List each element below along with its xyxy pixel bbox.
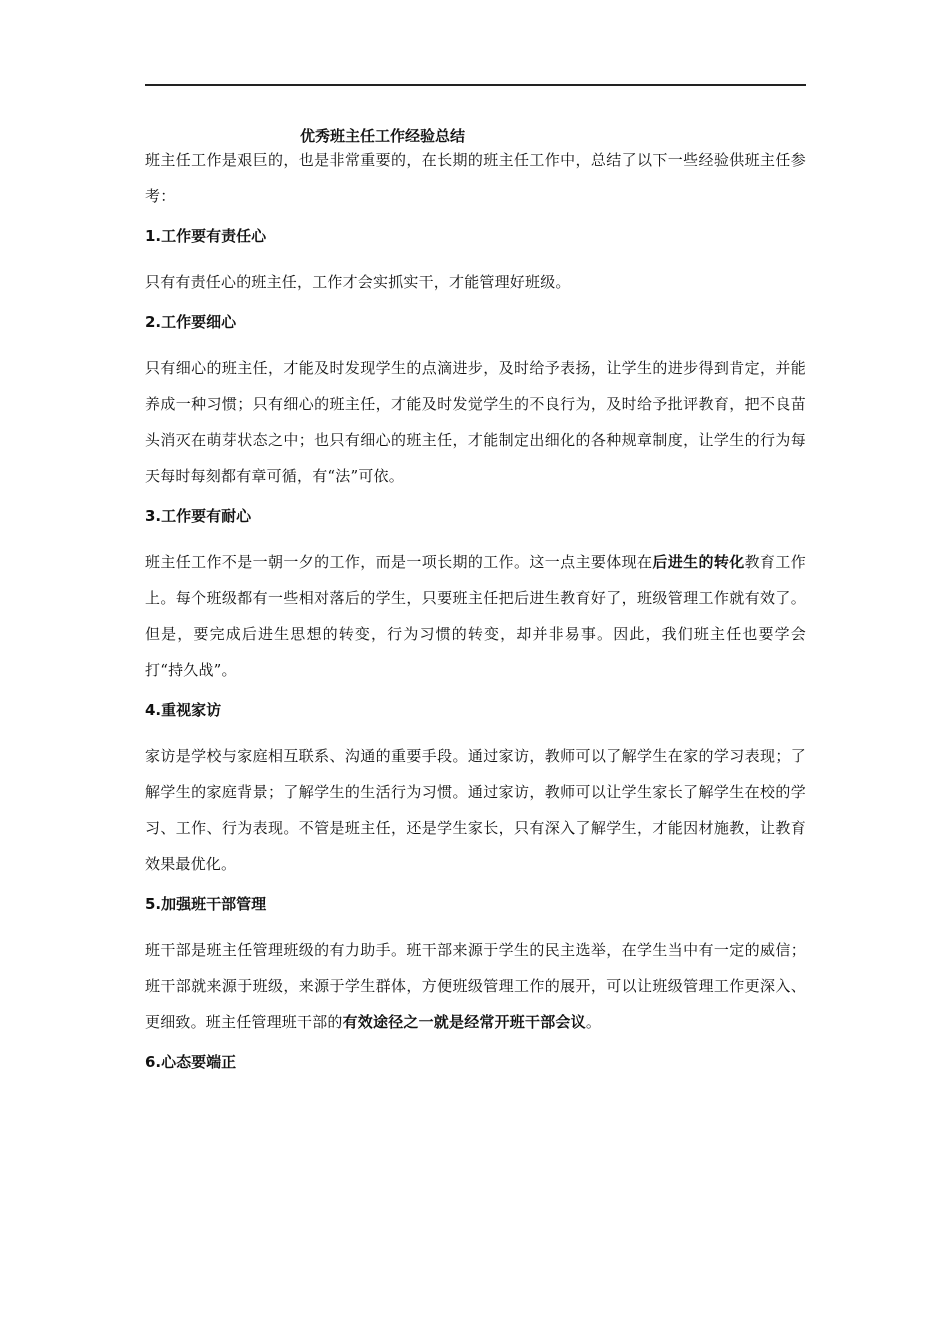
section-5-text-after: 。 xyxy=(585,1013,602,1031)
section-2-text: 只有细心的班主任，才能及时发现学生的点滴进步，及时给予表扬，让学生的进步得到肯定，并能养成一种习惯；只有细心的班主任，才能及时发觉学生的不良行为，及时给予批评教育，把不良苗头消灭在萌芽状态之中；也只有细心的班主任，才能制定出细化的各种规章制度，让学生的行为每天每时每刻都有章可循，有“法”可依。 xyxy=(145,359,806,485)
section-3-paragraph xyxy=(145,544,806,688)
section-1-text: 只有有责任心的班主任，工作才会实抓实干，才能管理好班级。 xyxy=(145,273,571,291)
section-4-heading: 4.重视家访 xyxy=(145,701,222,719)
section-2-paragraph xyxy=(145,350,806,494)
section-5-heading: 5.加强班干部管理 xyxy=(145,895,267,913)
section-6-heading: 6.心态要端正 xyxy=(145,1053,237,1071)
section-3-text-after: 教育工作上。每个班级都有一些相对落后的学生，只要班主任把后进生教育好了，班级管理工作就有效了。但是，要完成后进生思想的转变，行为习惯的转变，却并非易事。因此，我们班主任也要学会打“持久战”。 xyxy=(145,553,806,679)
section-3-bold-text: 后进生的转化 xyxy=(652,553,745,571)
header-rule xyxy=(145,84,806,86)
section-3-heading: 3.工作要有耐心 xyxy=(145,507,252,525)
section-1-heading: 1.工作要有责任心 xyxy=(145,227,267,245)
section-3-text-before: 班主任工作不是一朝一夕的工作，而是一项长期的工作。这一点主要体现在 xyxy=(145,553,653,571)
section-4-text: 家访是学校与家庭相互联系、沟通的重要手段。通过家访，教师可以了解学生在家的学习表现；了解学生的家庭背景；了解学生的生活行为习惯。通过家访，教师可以让学生家长了解学生在校的学习、工作、行为表现。不管是班主任，还是学生家长，只有深入了解学生，才能因材施教，让教育效果最优化。 xyxy=(145,747,806,873)
section-2-heading: 2.工作要细心 xyxy=(145,313,237,331)
intro-paragraph: 班主任工作是艰巨的，也是非常重要的，在长期的班主任工作中，总结了以下一些经验供班主任参考： xyxy=(145,151,806,205)
section-5-bold-text: 有效途径之一就是经常开班干部会议 xyxy=(342,1013,586,1031)
section-1-paragraph xyxy=(145,264,806,300)
section-5-paragraph xyxy=(145,932,806,1040)
section-5-text-before: 班干部是班主任管理班级的有力助手。班干部来源于学生的民主选举，在学生当中有一定的威信；班干部就来源于班级，来源于学生群体，方便班级管理工作的展开，可以让班级管理工作更深入、更细致。班主任管理班干部的 xyxy=(145,941,806,1031)
document-title: 优秀班主任工作经验总结 xyxy=(300,127,466,145)
document-body xyxy=(145,124,806,1096)
section-4-paragraph xyxy=(145,738,806,882)
